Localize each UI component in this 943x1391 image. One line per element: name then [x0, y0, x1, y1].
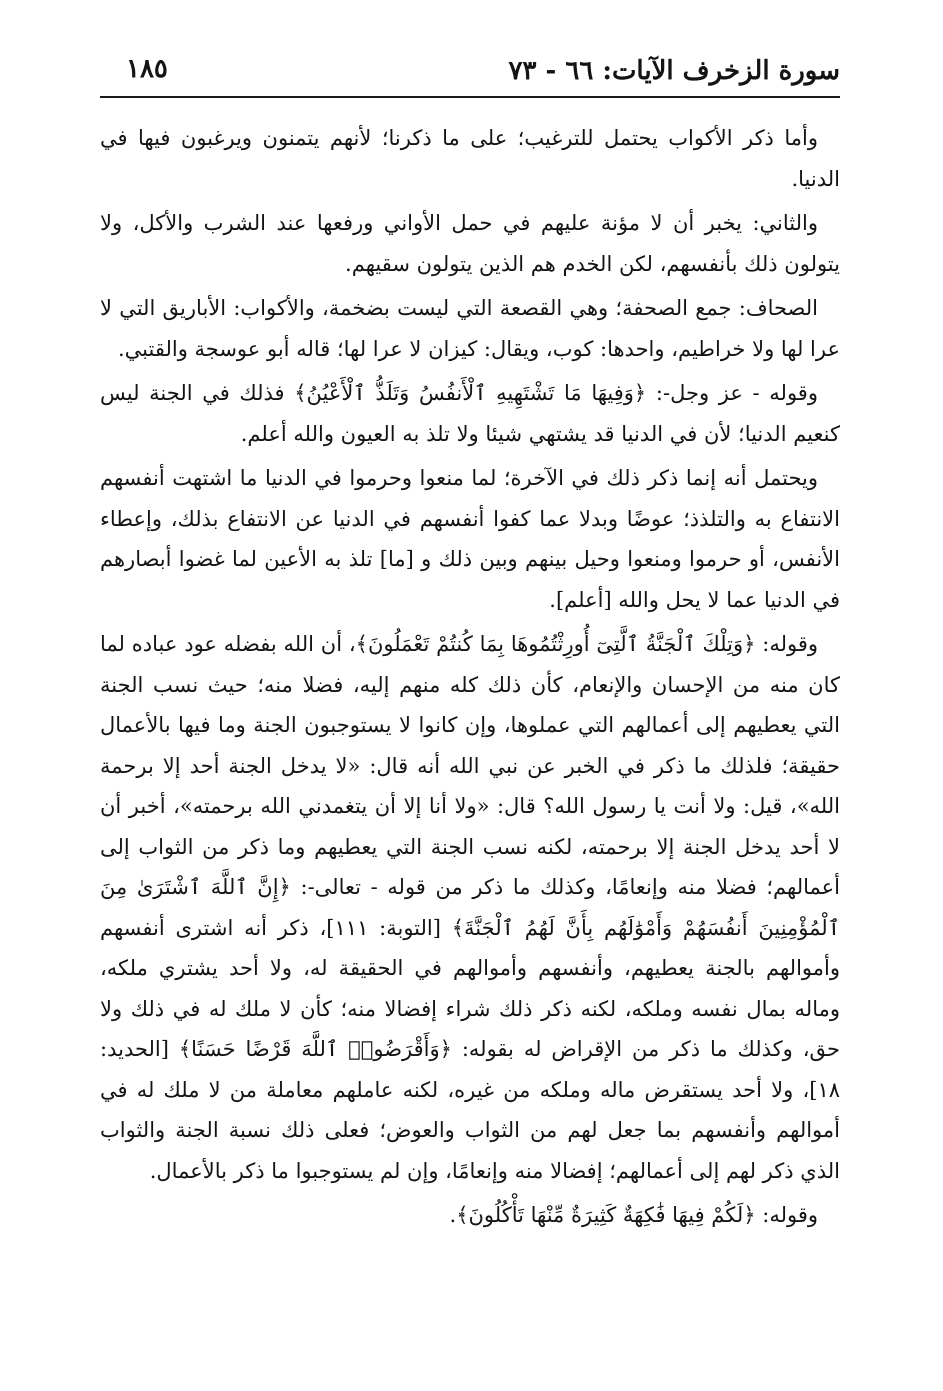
paragraph: الصحاف: جمع الصحفة؛ وهي القصعة التي ليست بضخمة، والأكواب: الأباريق التي لا عرا لها ولا خراطيم، واحدها: كوب، ويقال: كيزان لا عرا لها؛ قاله أبو عوسجة والقتبي. [100, 296, 840, 361]
paragraph: وقوله - عز وجل-: ﴿وَفِيهَا مَا تَشْتَهِيهِ ٱلْأَنفُسُ وَتَلَذُّ ٱلْأَعْيُنُ﴾ فذلك في الجنة ليس كنعيم الدنيا؛ لأن في الدنيا قد يشتهي شيئا ولا تلذ به العيون والله أعلم. [100, 381, 840, 446]
page-body [100, 118, 840, 1236]
page-number: ١٨٥ [126, 54, 168, 84]
paragraph: وأما ذكر الأكواب يحتمل للترغيب؛ على ما ذكرنا؛ لأنهم يتمنون ويرغبون فيها في الدنيا. [100, 126, 840, 191]
running-title: سورة الزخرف الآيات: ٦٦ - ٧٣ [508, 56, 840, 86]
paragraph: وقوله: ﴿وَتِلْكَ ٱلْجَنَّةُ ٱلَّتِىٓ أُورِثْتُمُوهَا بِمَا كُنتُمْ تَعْمَلُونَ﴾، أن الله بفضله عود عباده لما كان منه من الإحسان والإنعام، كأن ذلك كله منهم إليه، فضلا منه؛ حيث نسب الجنة التي يعطيهم إلى أعمالهم التي عملوها، وإن كانوا لا يستوجبون الجنة وما فيها بالأعمال حقيقة؛ فلذلك ما ذكر في الخبر عن نبي الله أنه قال: «لا يدخل الجنة أحد إلا برحمة الله»، قيل: ولا أنت يا رسول الله؟ قال: «ولا أنا إلا أن يتغمدني الله برحمته»، أخبر أن لا أحد يدخل الجنة إلا برحمته، لكنه نسب الجنة التي يعطيهم وما ذكر من الثواب إلى أعمالهم؛ فضلا منه وإنعامًا، وكذلك ما ذكر من قوله - تعالى-: ﴿إِنَّ ٱللَّهَ ٱشْتَرَىٰ مِنَ ٱلْمُؤْمِنِينَ أَنفُسَهُمْ وَأَمْوَٰلَهُم بِأَنَّ لَهُمُ ٱلْجَنَّةَ﴾ [التوبة: ١١١]، ذكر أنه اشترى أنفسهم وأموالهم بالجنة يعطيهم، وأنفسهم وأموالهم في الحقيقة له، ولا أحد يشتري ملكه، وماله بمال نفسه وملكه، لكنه ذكر ذلك شراء إفضالا منه؛ كأن لا ملك له في ذلك ولا حق، وكذلك ما ذكر من الإقراض له بقوله: ﴿وَأَقْرَضُوا۟ ٱللَّهَ قَرْضًا حَسَنًا﴾ [الحديد: ١٨]، ولا أحد يستقرض ماله وملكه من غيره، لكنه عاملهم معاملة من لا ملك له في أموالهم وأنفسهم بما جعل لهم من الثواب والعوض؛ فعلى ذلك نسبة الجنة والثواب الذي ذكر لهم إلى أعمالهم؛ إفضالا منه وإنعامًا، وإن لم يستوجبوا ما ذكر بالأعمال. [100, 632, 840, 1183]
paragraph: والثاني: يخبر أن لا مؤنة عليهم في حمل الأواني ورفعها عند الشرب والأكل، ولا يتولون ذلك بأنفسهم، لكن الخدم هم الذين يتولون سقيهم. [100, 211, 840, 276]
page-header [100, 48, 840, 92]
header-divider [100, 96, 840, 98]
paragraph: وقوله: ﴿لَكُمْ فِيهَا فَٰكِهَةٌ كَثِيرَةٌ مِّنْهَا تَأْكُلُونَ﴾. [449, 1203, 818, 1227]
paragraph: ويحتمل أنه إنما ذكر ذلك في الآخرة؛ لما منعوا وحرموا في الدنيا ما اشتهت أنفسهم الانتفاع به والتلذذ؛ عوضًا وبدلا عما كفوا أنفسهم في الدنيا عن الانتفاع بذلك، وإعطاء الأنفس، أو حرموا ومنعوا وحيل بينهم وبين ذلك و [ما] تلذ به الأعين لما غضوا أبصارهم في الدنيا عما لا يحل والله [أعلم]. [100, 466, 840, 612]
